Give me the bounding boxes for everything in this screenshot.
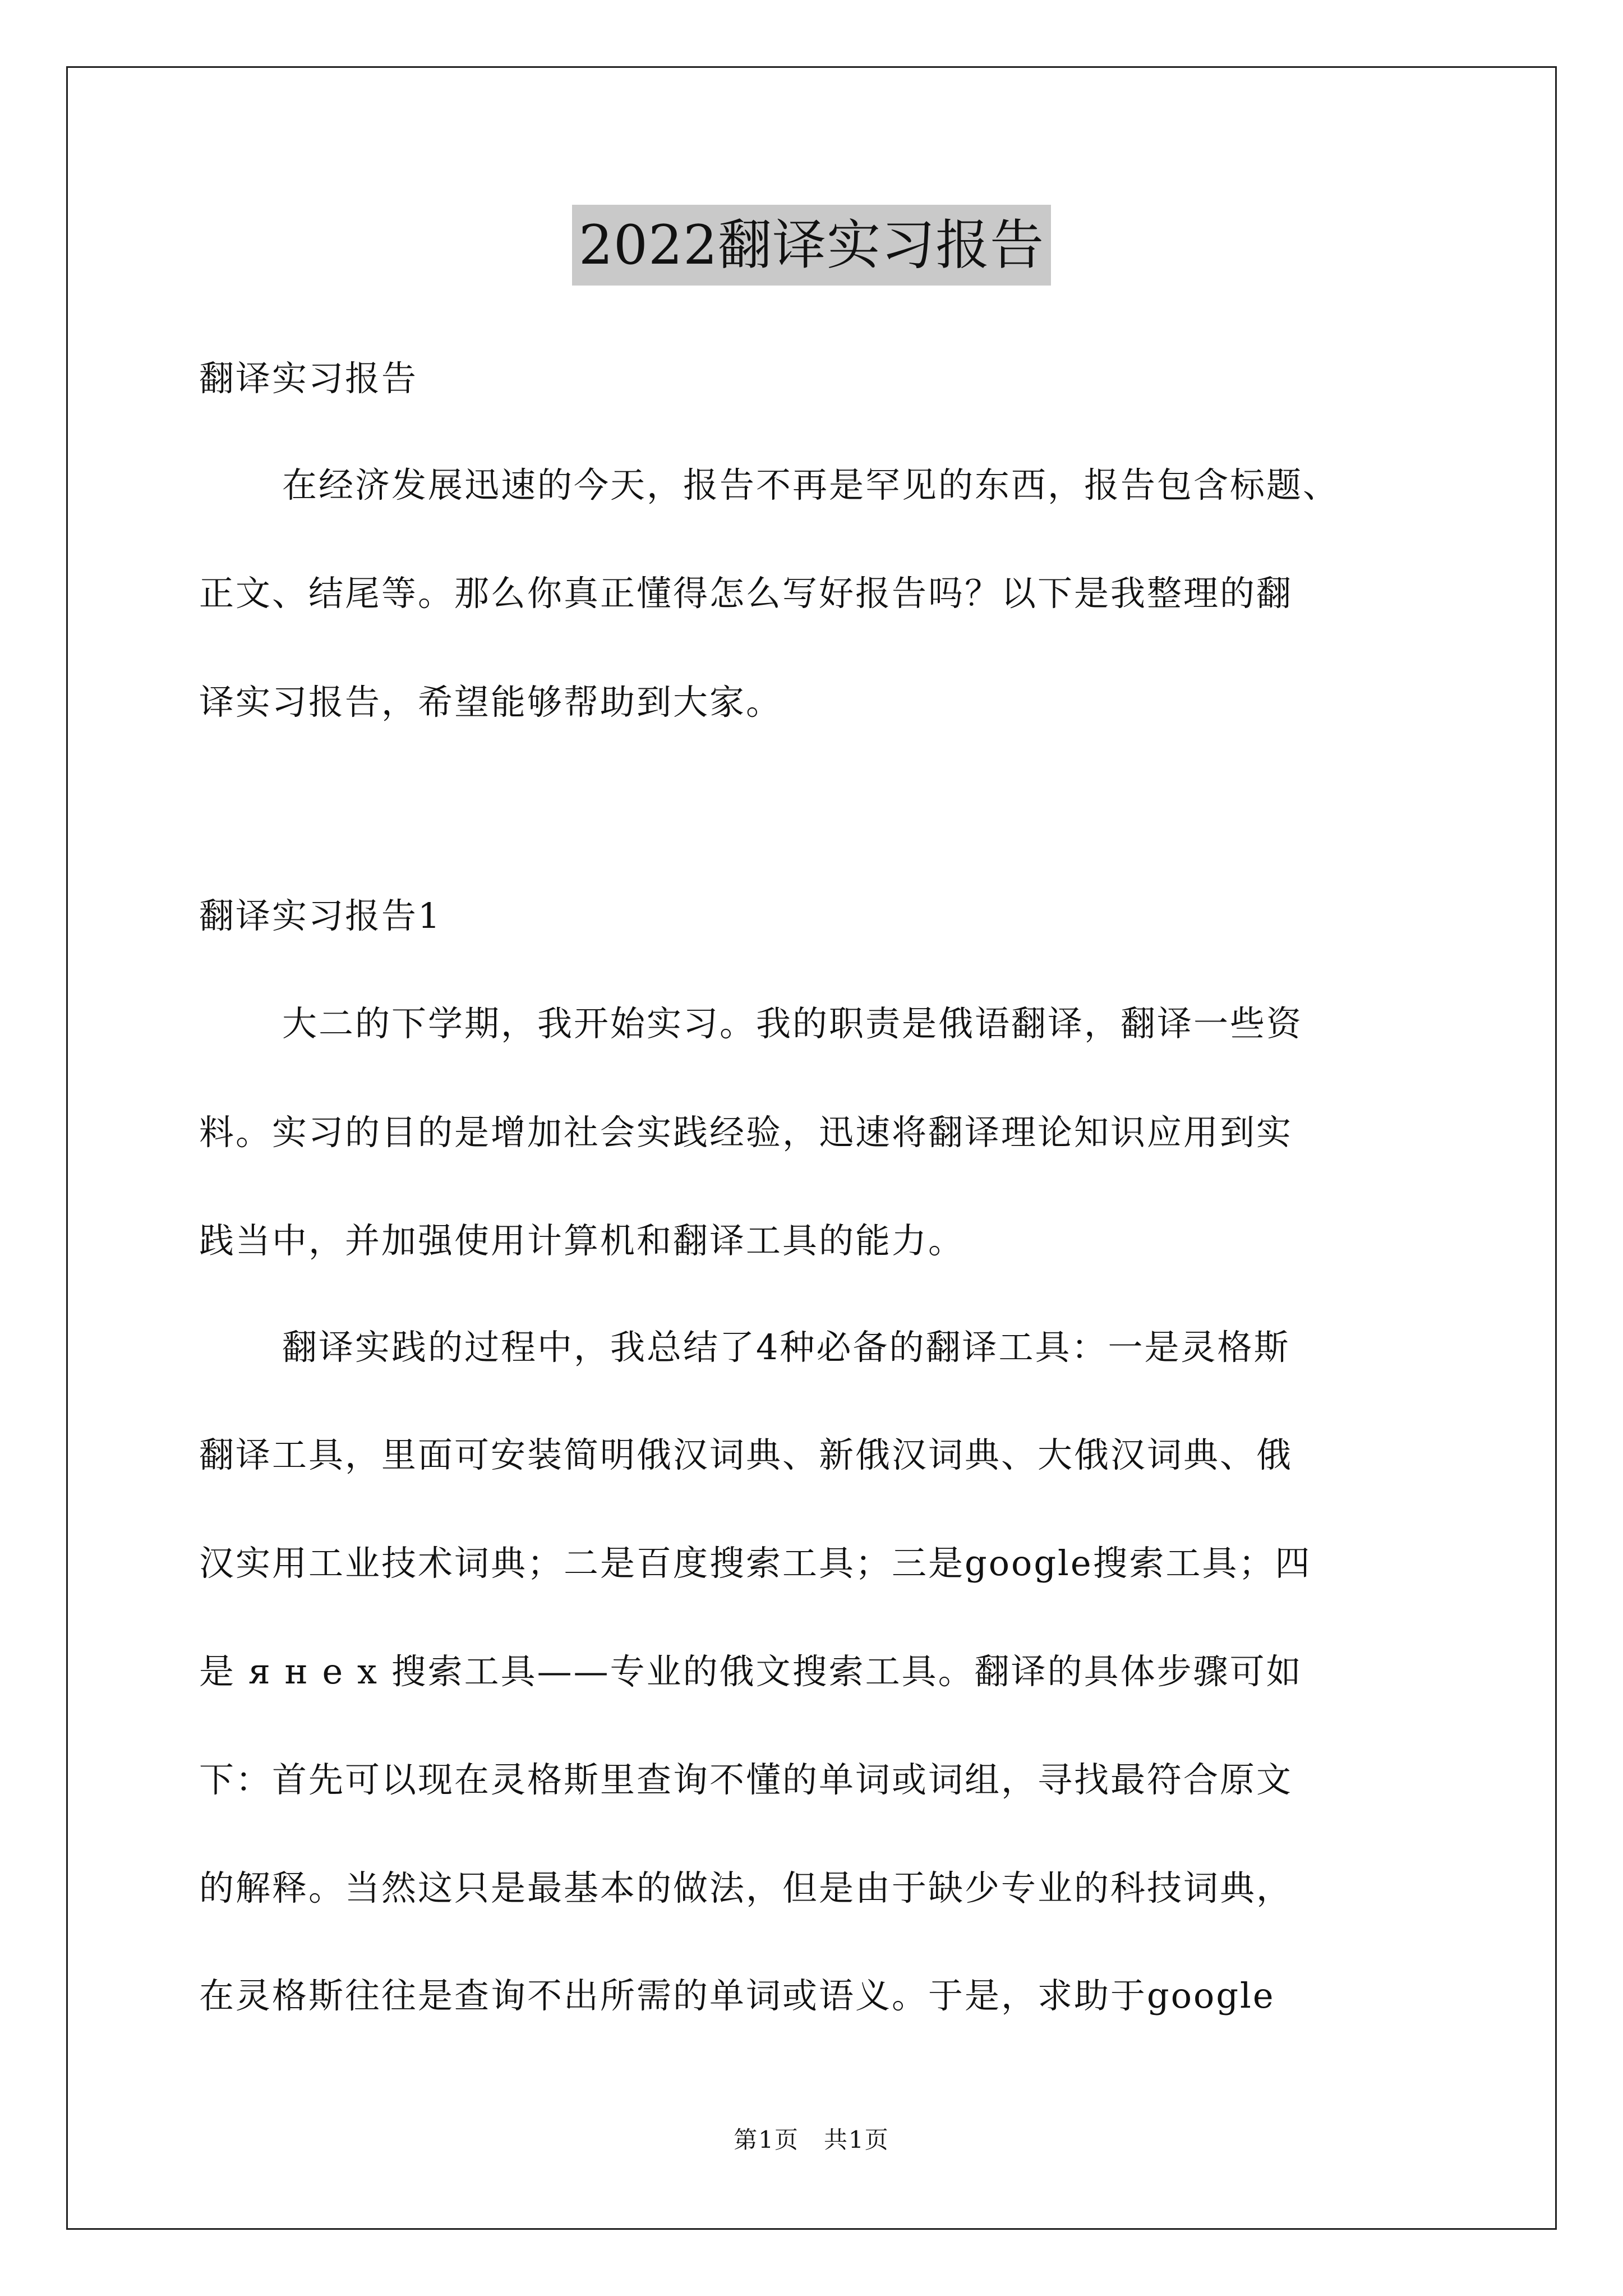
paragraph-line: 料。实习的目的是增加社会实践经验，迅速将翻译理论知识应用到实 <box>199 1112 1293 1153</box>
paragraph-line: 是 я н е х 搜索工具——专业的俄文搜索工具。翻译的具体步骤可如 <box>199 1651 1303 1692</box>
paragraph-line: 翻译工具，里面可安装简明俄汉词典、新俄汉词典、大俄汉词典、俄 <box>199 1434 1293 1475</box>
paragraph-line: 践当中，并加强使用计算机和翻译工具的能力。 <box>199 1220 965 1261</box>
intro-heading: 翻译实习报告 <box>199 358 418 399</box>
page-number: 第1页 共1页 <box>734 2126 889 2154</box>
section-heading: 翻译实习报告1 <box>199 895 442 936</box>
document-title-block <box>0 205 1623 286</box>
paragraph-line: 在灵格斯往往是查询不出所需的单词或语义。于是，求助于google <box>199 1975 1275 2016</box>
intro-line: 在经济发展迅速的今天，报告不再是罕见的东西，报告包含标题、 <box>282 464 1340 505</box>
paragraph-line: 大二的下学期，我开始实习。我的职责是俄语翻译，翻译一些资 <box>282 1003 1303 1044</box>
document-title: 2022翻译实习报告 <box>572 205 1051 286</box>
intro-line: 译实习报告，希望能够帮助到大家。 <box>199 682 783 723</box>
page-footer <box>0 2123 1623 2157</box>
intro-line: 正文、结尾等。那么你真正懂得怎么写好报告吗？以下是我整理的翻 <box>199 573 1293 614</box>
paragraph-line: 翻译实践的过程中，我总结了4种必备的翻译工具：一是灵格斯 <box>282 1327 1290 1368</box>
paragraph-line: 的解释。当然这只是最基本的做法，但是由于缺少专业的科技词典， <box>199 1867 1293 1908</box>
paragraph-line: 下：首先可以现在灵格斯里查询不懂的单词或词组，寻找最符合原文 <box>199 1759 1293 1800</box>
paragraph-line: 汉实用工业技术词典；二是百度搜索工具；三是google搜索工具；四 <box>199 1543 1312 1584</box>
